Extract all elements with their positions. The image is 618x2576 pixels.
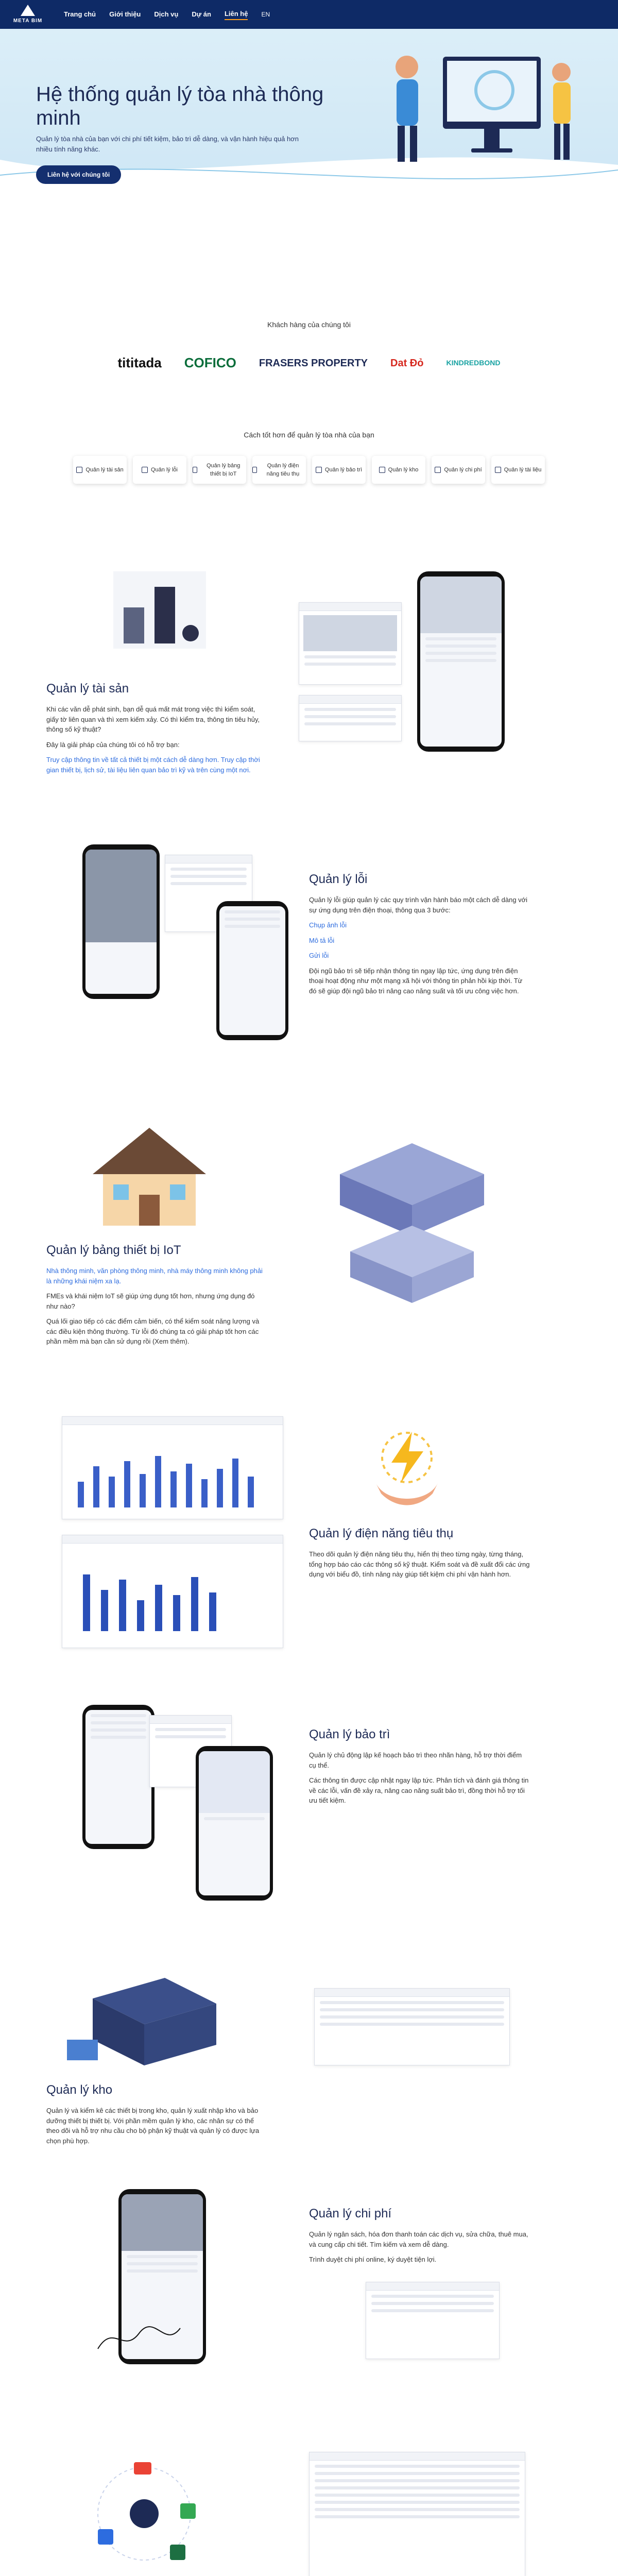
tab-label: Quản lý điện năng tiêu thụ — [266, 462, 300, 477]
row — [315, 2515, 520, 2518]
fault-p2: Đội ngũ bảo trì sẽ tiếp nhận thông tin ngay lập tức, ứng dụng trên điện thoại hoạt động như một mạng xã hội với thông tin phản hồi kịp thời. Từ đó sẽ giúp đội ngũ bảo trì nâng cao năng suất và tối ưu công việc hơn. — [309, 967, 523, 995]
asset-text — [46, 680, 268, 780]
row — [320, 2001, 504, 2004]
row — [225, 910, 280, 913]
row — [304, 655, 396, 658]
clients-title: Khách hàng của chúng tôi — [267, 320, 351, 329]
client-logo-datdo: Dat Đỏ — [390, 357, 424, 369]
maintenance-phone-2 — [196, 1746, 273, 1901]
energy-chart-screen-1 — [62, 1416, 283, 1519]
phone-screen — [199, 1751, 270, 1895]
client-logo-tititada: tititada — [117, 355, 162, 370]
row — [425, 637, 496, 640]
energy-chart-screen-2 — [62, 1535, 283, 1648]
floor-plan — [303, 615, 397, 651]
warehouse-illustration — [62, 1968, 227, 2076]
cost-document-screen — [366, 2282, 500, 2359]
module-tabs — [52, 456, 566, 484]
asset-icon — [76, 467, 82, 473]
row — [320, 2015, 504, 2019]
row — [304, 708, 396, 711]
iot-title: Quản lý bảng thiết bị IoT — [46, 1243, 181, 1257]
fault-step-1: Chụp ảnh lỗi — [309, 921, 347, 929]
maintenance-p1: Quản lý chủ động lập kế hoạch bảo trì theo nhãn hàng, hỗ trợ thời điểm cụ thể. — [309, 1751, 522, 1769]
fault-icon — [142, 467, 148, 473]
feature-warehouse — [0, 1957, 618, 2184]
cost-icon — [435, 467, 441, 473]
warehouse-table-screen — [314, 1988, 510, 2065]
signature-image — [93, 2318, 185, 2359]
fault-step-2: Mô tả lỗi — [309, 936, 335, 944]
tab-label: Quản lý kho — [388, 466, 419, 473]
row — [371, 2302, 494, 2305]
iot-p3: Quá lối giao tiếp có các điểm cảm biến, có thể kiểm soát năng lượng và các điều kiện thông thường. Từ lỗi đó chúng ta có giải pháp tốt hơn các phần mềm mà bạn cần sử dụng rồi (Xem thêm). — [46, 1317, 260, 1345]
row — [91, 1728, 146, 1732]
window-bar — [310, 2452, 525, 2461]
maintenance-text — [309, 1725, 530, 1811]
window-bar — [165, 855, 252, 863]
energy-bar-chart — [62, 1425, 284, 1518]
warehouse-icon — [379, 467, 385, 473]
nav-contact[interactable]: Liên hệ — [225, 9, 248, 20]
modules-title: Cách tốt hơn để quản lý tòa nhà của bạn — [244, 431, 374, 439]
iot-p1: Nhà thông minh, văn phòng thông minh, nhà máy thông minh không phải là những khái niệm xa lạ. — [46, 1267, 263, 1285]
asset-p1: Khi các văn dễ phát sinh, bạn dễ quá mất mát trong việc thì kiểm soát, giấy tờ liên quan và thì xem kiếm xảy. Có thì kiểm tra, thông tin tiêu hủy, thông số kỹ thuật? — [46, 705, 260, 733]
client-logo-cofico: COFICO — [184, 355, 236, 370]
nav-projects[interactable]: Dự án — [192, 10, 211, 19]
row — [425, 659, 496, 662]
fault-p1: Quản lý lỗi giúp quản lý các quy trình vận hành báo một cách dễ dàng với sự ứng dụng trên điện thoại, thông qua 3 bước: — [309, 896, 528, 914]
row — [170, 875, 247, 878]
asset-phone — [417, 571, 505, 752]
row — [304, 663, 396, 666]
asset-table-screen — [299, 695, 402, 741]
energy-title: Quản lý điện năng tiêu thụ — [309, 1527, 454, 1540]
hero-subtitle: Quản lý tòa nhà của bạn với chi phí tiết kiệm, bảo trì dễ dàng, và vận hành hiệu quả hơn nhiều tính năng khác. — [36, 135, 299, 153]
energy-bar-chart-2 — [62, 1544, 284, 1647]
fault-title: Quản lý lỗi — [309, 872, 368, 886]
tab-label: Quản lý bảng thiết bị IoT — [206, 462, 241, 477]
phone-screen — [219, 906, 285, 1035]
invoice-photo — [122, 2194, 203, 2251]
row — [225, 918, 280, 921]
tab-fault[interactable] — [133, 456, 186, 484]
window-bar — [150, 1716, 231, 1724]
lightning-bulb-icon — [355, 1416, 458, 1519]
row — [204, 1817, 265, 1820]
logo-text: META BIM — [13, 18, 43, 24]
row — [225, 925, 280, 928]
maintenance-p2: Các thông tin được cập nhật ngay lập tức. Phân tích và đánh giá thông tin về các lỗi, vấn đề xảy ra, nâng cao năng suất bảo trì, đồng thời hỗ trợ tối ưu tiết kiệm. — [309, 1776, 529, 1804]
cost-p2: Trình duyệt chi phí online, ký duyệt tiện lợi. — [309, 2256, 437, 2263]
row — [371, 2295, 494, 2298]
feature-iot — [0, 1097, 618, 1406]
row — [91, 1714, 146, 1717]
window-bar — [366, 2282, 499, 2291]
row — [315, 2508, 520, 2511]
row — [315, 2494, 520, 2497]
document-manager-screen — [309, 2452, 525, 2576]
asset-title: Quản lý tài sản — [46, 682, 129, 696]
contact-us-button[interactable]: Liên hệ với chúng tôi — [36, 165, 121, 184]
equipment-photo — [420, 577, 502, 633]
maintenance-phone-1 — [82, 1705, 154, 1849]
energy-text — [309, 1524, 530, 1585]
hero-text — [36, 82, 324, 184]
cost-text — [309, 2205, 530, 2270]
cost-title: Quản lý chi phí — [309, 2207, 392, 2221]
iot-text — [46, 1241, 268, 1352]
document-icon — [495, 467, 501, 473]
tab-document[interactable] — [491, 456, 545, 484]
row — [425, 652, 496, 655]
tab-asset[interactable] — [73, 456, 127, 484]
phone-screen — [85, 850, 157, 994]
row — [91, 1736, 146, 1739]
iot-p2: FMEs và khái niệm IoT sẽ giúp ứng dụng tốt hơn, nhưng ứng dụng đó như nào? — [46, 1292, 255, 1310]
window-bar — [62, 1417, 283, 1425]
phone-screen — [85, 1710, 151, 1844]
feature-maintenance — [0, 1694, 618, 1957]
hero-illustration — [366, 36, 582, 180]
row — [127, 2262, 198, 2265]
top-nav — [0, 0, 618, 29]
warehouse-title: Quản lý kho — [46, 2083, 113, 2097]
calendar-grid — [199, 1751, 270, 1813]
tab-label: Quản lý lỗi — [151, 466, 178, 473]
energy-icon — [252, 467, 257, 473]
asset-p3: Truy cập thông tin về tất cả thiết bị một cách dễ dàng hơn. Truy cập thời gian thiết bị, lịch sử, tài liệu liên quan bảo trì kỹ và trên cùng một nơi. — [46, 756, 260, 774]
row — [315, 2486, 520, 2489]
asset-app-screen — [299, 602, 402, 685]
nav-services[interactable]: Dịch vụ — [154, 10, 179, 19]
asset-p2: Đây là giải pháp của chúng tôi có hỗ trợ bạn: — [46, 740, 180, 749]
nav-about[interactable]: Giới thiệu — [109, 10, 141, 19]
iot-3d-model — [319, 1133, 505, 1318]
feature-document — [0, 2442, 618, 2576]
language-switch[interactable]: EN — [261, 11, 270, 18]
iot-icon — [193, 467, 197, 473]
maintenance-title: Quản lý bảo trì — [309, 1727, 390, 1741]
asset-illustration — [93, 556, 227, 669]
maintenance-icon — [316, 467, 322, 473]
row — [315, 2501, 520, 2504]
row — [170, 868, 247, 871]
fault-phone-2 — [216, 901, 288, 1040]
row — [127, 2269, 198, 2273]
tab-label: Quản lý tài liệu — [504, 466, 542, 473]
row — [320, 2008, 504, 2011]
warehouse-text — [46, 2081, 268, 2151]
row — [315, 2465, 520, 2468]
row — [304, 715, 396, 718]
tab-label: Quản lý tài sản — [85, 466, 124, 473]
row — [170, 882, 247, 885]
fault-text — [309, 870, 530, 1001]
tab-label: Quản lý bảo trì — [324, 466, 363, 473]
tab-cost[interactable] — [432, 456, 485, 484]
row — [315, 2472, 520, 2475]
clients-section — [0, 185, 618, 484]
triangle-logo-icon — [21, 5, 35, 16]
feature-energy — [0, 1406, 618, 1694]
feature-asset — [0, 540, 618, 829]
fault-photo — [85, 850, 157, 942]
row — [320, 2023, 504, 2026]
smart-home-illustration — [77, 1117, 221, 1231]
row — [371, 2309, 494, 2312]
feature-fault — [0, 829, 618, 1097]
energy-p1: Theo dõi quản lý điện năng tiêu thụ, hiển thị theo từng ngày, từng tháng, tổng hợp báo cáo các thông số kỹ thuật. Kiểm soát và đề xuất đổi các ứng dụng với biểu đồ, tính năng này giúp tiết kiệm chi phí vận hành hơn. — [309, 1550, 530, 1578]
window-bar — [62, 1535, 283, 1544]
nav-links — [64, 9, 270, 20]
warehouse-p1: Quản lý và kiểm kê các thiết bị trong kho, quản lý xuất nhập kho và bảo dưỡng thiết bị thiết bị. Với phần mềm quản lý kho, các nhân sự có thể theo dõi và hỗ trợ nhu cầu cho bộ phận kỹ thuật và quản lý có được lựa chọn phù hợp. — [46, 2107, 260, 2145]
meta-bim-logo[interactable] — [12, 5, 43, 25]
phone-screen — [420, 577, 502, 747]
fault-step-3: Gửi lỗi — [309, 952, 329, 959]
window-bar — [315, 1989, 509, 1997]
hero-title: Hệ thống quản lý tòa nhà thông minh — [36, 83, 324, 129]
row — [315, 2479, 520, 2482]
client-logo-frasers: FRASERS PROPERTY — [259, 357, 368, 369]
client-logo-kindred: KINDREDBOND — [446, 359, 501, 367]
fault-phone-1 — [82, 844, 160, 999]
cloud-apps-illustration — [77, 2452, 211, 2575]
tab-warehouse[interactable] — [372, 456, 425, 484]
row — [91, 1721, 146, 1724]
client-logos — [0, 353, 618, 373]
row — [155, 1728, 226, 1731]
row — [304, 722, 396, 725]
row — [425, 645, 496, 648]
window-bar — [299, 603, 401, 611]
feature-cost — [0, 2184, 618, 2442]
tab-maintenance[interactable] — [312, 456, 366, 484]
nav-home[interactable]: Trang chủ — [64, 10, 96, 19]
row — [155, 1735, 226, 1738]
window-bar — [299, 696, 401, 704]
row — [127, 2255, 198, 2258]
cost-p1: Quản lý ngân sách, hóa đơn thanh toán các dịch vụ, sửa chữa, thuê mua, và cung cấp chi tiết. Tìm kiếm và xem dễ dàng. — [309, 2230, 528, 2248]
tab-energy[interactable] — [252, 456, 306, 484]
tab-label: Quản lý chi phí — [444, 466, 482, 473]
tab-iot[interactable] — [193, 456, 246, 484]
